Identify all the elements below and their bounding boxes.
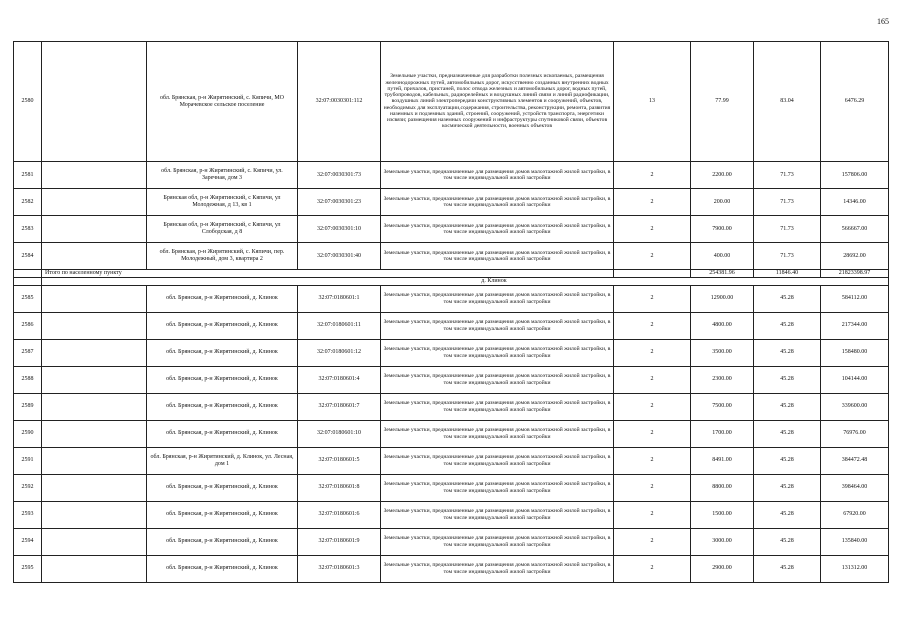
land-use-purpose-cell: Земельные участки, предназначенные для размещения домов малоэтажной жилой застройки, в том числе индивидуальной жилой застройки xyxy=(381,162,614,189)
area-cell: 7900.00 xyxy=(691,216,754,243)
cadastral-number-cell: 32:07:0180601:11 xyxy=(298,312,381,339)
area-cell: 200.00 xyxy=(691,189,754,216)
use-group-cell: 2 xyxy=(614,339,691,366)
specific-value-cell: 45.28 xyxy=(754,501,821,528)
area-cell: 2200.00 xyxy=(691,162,754,189)
address-cell: обл. Брянская, р-н Жирятинский, д. Клинок xyxy=(147,474,298,501)
blank-cell xyxy=(42,420,147,447)
specific-value-cell: 45.28 xyxy=(754,393,821,420)
blank-cell xyxy=(42,393,147,420)
cadastral-value-table xyxy=(13,41,889,583)
land-use-purpose-cell: Земельные участки, предназначенные для размещения домов малоэтажной жилой застройки, в том числе индивидуальной жилой застройки xyxy=(381,555,614,582)
use-group-cell: 2 xyxy=(614,555,691,582)
table-row xyxy=(14,216,889,243)
cadastral-value-cell: 566667.00 xyxy=(821,216,889,243)
blank-cell xyxy=(42,285,147,312)
cadastral-value-cell: 14346.00 xyxy=(821,189,889,216)
specific-value-cell: 45.28 xyxy=(754,555,821,582)
area-cell: 77.99 xyxy=(691,42,754,162)
cadastral-number-cell: 32:07:0030301:10 xyxy=(298,216,381,243)
blank-cell xyxy=(42,447,147,474)
area-cell: 4800.00 xyxy=(691,312,754,339)
specific-value-cell: 45.28 xyxy=(754,285,821,312)
row-number: 2589 xyxy=(14,393,42,420)
table-row xyxy=(14,189,889,216)
area-cell: 3000.00 xyxy=(691,528,754,555)
land-use-purpose-cell: Земельные участки, предназначенные для размещения домов малоэтажной жилой застройки, в том числе индивидуальной жилой застройки xyxy=(381,528,614,555)
cadastral-value-cell: 28692.00 xyxy=(821,243,889,270)
page-number: 165 xyxy=(877,17,889,26)
address-cell: обл. Брянская, р-н Жирятинский, д. Клинок xyxy=(147,339,298,366)
cadastral-number-cell: 32:07:0180601:6 xyxy=(298,501,381,528)
row-number: 2594 xyxy=(14,528,42,555)
address-cell: обл. Брянская, р-н Жирятинский, с. Кяпичи, МО Морачевское сельское поселение xyxy=(147,42,298,162)
land-use-purpose-cell: Земельные участки, предназначенные для размещения домов малоэтажной жилой застройки, в том числе индивидуальной жилой застройки xyxy=(381,501,614,528)
address-cell: обл. Брянская, р-н Жирятинский, с. Кяпичи, ул. Заречная, дом 3 xyxy=(147,162,298,189)
table-row xyxy=(14,42,889,162)
address-cell: обл. Брянская, р-н Жирятинский, д. Клинок xyxy=(147,285,298,312)
address-cell: обл. Брянская, р-н Жирятинский, д. Клинок, ул. Лесная, дом 1 xyxy=(147,447,298,474)
cadastral-value-cell: 158480.00 xyxy=(821,339,889,366)
use-group-cell: 2 xyxy=(614,312,691,339)
table-body-top xyxy=(14,42,889,270)
blank-cell xyxy=(42,339,147,366)
specific-value-cell: 45.28 xyxy=(754,528,821,555)
area-cell: 1500.00 xyxy=(691,501,754,528)
use-group-cell: 2 xyxy=(614,447,691,474)
use-group-cell: 2 xyxy=(614,528,691,555)
land-use-purpose-cell: Земельные участки, предназначенные для размещения домов малоэтажной жилой застройки, в том числе индивидуальной жилой застройки xyxy=(381,285,614,312)
address-cell: Брянская обл, р-н Жирятинский, с Кяпичи, ул Молодежная, д 13, кв 1 xyxy=(147,189,298,216)
use-group-cell: 2 xyxy=(614,189,691,216)
area-cell: 400.00 xyxy=(691,243,754,270)
table-row xyxy=(14,339,889,366)
land-use-purpose-cell: Земельные участки, предназначенные для размещения домов малоэтажной жилой застройки, в том числе индивидуальной жилой застройки xyxy=(381,366,614,393)
specific-value-cell: 71.73 xyxy=(754,189,821,216)
land-use-purpose-cell: Земельные участки, предназначенные для размещения домов малоэтажной жилой застройки, в том числе индивидуальной жилой застройки xyxy=(381,339,614,366)
table-row xyxy=(14,393,889,420)
table-row xyxy=(14,528,889,555)
blank-cell xyxy=(42,501,147,528)
subtotal-row xyxy=(14,270,889,278)
row-number: 2595 xyxy=(14,555,42,582)
table-row xyxy=(14,555,889,582)
specific-value-cell: 45.28 xyxy=(754,312,821,339)
row-number: 2582 xyxy=(14,189,42,216)
land-use-purpose-cell: Земельные участки, предназначенные для размещения домов малоэтажной жилой застройки, в том числе индивидуальной жилой застройки xyxy=(381,216,614,243)
specific-value-cell: 45.28 xyxy=(754,366,821,393)
use-group-cell: 2 xyxy=(614,243,691,270)
specific-value-cell: 71.73 xyxy=(754,162,821,189)
use-group-cell: 2 xyxy=(614,501,691,528)
use-group-cell: 2 xyxy=(614,366,691,393)
address-cell: обл. Брянская, р-н Жирятинский, д. Клинок xyxy=(147,528,298,555)
settlement-row xyxy=(14,278,889,286)
blank-cell xyxy=(42,216,147,243)
land-use-purpose-cell: Земельные участки, предназначенные для размещения домов малоэтажной жилой застройки, в том числе индивидуальной жилой застройки xyxy=(381,312,614,339)
cadastral-value-cell: 76976.00 xyxy=(821,420,889,447)
area-cell: 8800.00 xyxy=(691,474,754,501)
cadastral-number-cell: 32:07:0180601:9 xyxy=(298,528,381,555)
row-number: 2592 xyxy=(14,474,42,501)
row-number: 2584 xyxy=(14,243,42,270)
cadastral-value-cell: 6476.29 xyxy=(821,42,889,162)
land-use-purpose-cell: Земельные участки, предназначенные для размещения домов малоэтажной жилой застройки, в том числе индивидуальной жилой застройки xyxy=(381,447,614,474)
blank-cell xyxy=(42,42,147,162)
use-group-cell: 2 xyxy=(614,474,691,501)
table-body-bottom xyxy=(14,285,889,582)
address-cell: обл. Брянская, р-н Жирятинский, с. Кяпичи, пер. Молодежный, дом 3, квартира 2 xyxy=(147,243,298,270)
cadastral-value-cell: 157806.00 xyxy=(821,162,889,189)
cadastral-number-cell: 32:07:0180601:3 xyxy=(298,555,381,582)
cadastral-number-cell: 32:07:0030301:112 xyxy=(298,42,381,162)
use-group-cell: 2 xyxy=(614,420,691,447)
cadastral-number-cell: 32:07:0180601:5 xyxy=(298,447,381,474)
cadastral-value-cell: 384472.48 xyxy=(821,447,889,474)
use-group-cell: 13 xyxy=(614,42,691,162)
cadastral-number-cell: 32:07:0180601:12 xyxy=(298,339,381,366)
cadastral-number-cell: 32:07:0180601:8 xyxy=(298,474,381,501)
cadastral-value-cell: 217344.00 xyxy=(821,312,889,339)
table-row xyxy=(14,366,889,393)
address-cell: обл. Брянская, р-н Жирятинский, д. Клинок xyxy=(147,555,298,582)
cadastral-value-cell: 135840.00 xyxy=(821,528,889,555)
subtotal-value: 21823398.97 xyxy=(821,270,889,278)
blank-cell xyxy=(42,312,147,339)
table-row xyxy=(14,501,889,528)
row-number: 2581 xyxy=(14,162,42,189)
blank-cell xyxy=(42,243,147,270)
cadastral-value-cell: 104144.00 xyxy=(821,366,889,393)
land-use-purpose-cell: Земельные участки, предназначенные для размещения домов малоэтажной жилой застройки, в том числе индивидуальной жилой застройки xyxy=(381,189,614,216)
land-use-purpose-cell: Земельные участки, предназначенные для размещения домов малоэтажной жилой застройки, в том числе индивидуальной жилой застройки xyxy=(381,474,614,501)
row-number: 2591 xyxy=(14,447,42,474)
specific-value-cell: 45.28 xyxy=(754,339,821,366)
cadastral-value-cell: 131312.00 xyxy=(821,555,889,582)
subtotal-label: Итого по населенному пункту xyxy=(42,270,614,278)
area-cell: 12900.00 xyxy=(691,285,754,312)
cadastral-number-cell: 32:07:0030301:73 xyxy=(298,162,381,189)
specific-value-cell: 45.28 xyxy=(754,474,821,501)
area-cell: 2900.00 xyxy=(691,555,754,582)
cadastral-number-cell: 32:07:0180601:10 xyxy=(298,420,381,447)
cadastral-number-cell: 32:07:0030301:40 xyxy=(298,243,381,270)
table-row xyxy=(14,312,889,339)
blank-cell xyxy=(42,528,147,555)
land-use-purpose-cell: Земельные участки, предназначенные для размещения домов малоэтажной жилой застройки, в том числе индивидуальной жилой застройки xyxy=(381,243,614,270)
table-row xyxy=(14,447,889,474)
blank-cell xyxy=(42,474,147,501)
cadastral-value-cell: 584112.00 xyxy=(821,285,889,312)
use-group-cell: 2 xyxy=(614,285,691,312)
area-cell: 8491.00 xyxy=(691,447,754,474)
area-cell: 7500.00 xyxy=(691,393,754,420)
table-row xyxy=(14,243,889,270)
table-row xyxy=(14,162,889,189)
area-cell: 2300.00 xyxy=(691,366,754,393)
land-use-purpose-cell: Земельные участки, предназначенные для размещения домов малоэтажной жилой застройки, в том числе индивидуальной жилой застройки xyxy=(381,393,614,420)
use-group-cell: 2 xyxy=(614,216,691,243)
address-cell: обл. Брянская, р-н Жирятинский, д. Клинок xyxy=(147,420,298,447)
area-cell: 1700.00 xyxy=(691,420,754,447)
specific-value-cell: 71.73 xyxy=(754,243,821,270)
row-number: 2593 xyxy=(14,501,42,528)
land-use-purpose-cell: Земельные участки, предназначенные для разработки полезных ископаемых, размещения железнодорожных путей, автомобильных дорог, искусственно созданных внутренних водных путей, причалов, пристаней, полос отвода железных и автомобильных дорог, водных путей, трубопроводов, кабельных, радиорелейных и воздушных линий связи и линий радиофикации, воздушных линий электропередачи конструктивных элементов и сооружений, объектов, необходимых для эксплуатации,содержания, строительства, реконструкции, ремонта, развития наземных и подземных зданий, строений, сооружений, устройств транспорта, энергетики изсвязи; размещения наземных сооружений и инфраструктуры спутниковой связи, объектов космической деятельности, военных объектов xyxy=(381,42,614,162)
row-number: 2586 xyxy=(14,312,42,339)
row-number: 2585 xyxy=(14,285,42,312)
use-group-cell: 2 xyxy=(614,162,691,189)
row-number: 2588 xyxy=(14,366,42,393)
table-row xyxy=(14,285,889,312)
blank-cell xyxy=(42,162,147,189)
address-cell: обл. Брянская, р-н Жирятинский, д. Клинок xyxy=(147,312,298,339)
cadastral-value-cell: 339600.00 xyxy=(821,393,889,420)
row-number: 2587 xyxy=(14,339,42,366)
blank-cell xyxy=(42,189,147,216)
area-cell: 3500.00 xyxy=(691,339,754,366)
specific-value-cell: 83.04 xyxy=(754,42,821,162)
address-cell: Брянская обл, р-н Жирятинский, с Кяпичи, ул Слободская, д 8 xyxy=(147,216,298,243)
subtotal-price: 11846.40 xyxy=(754,270,821,278)
table-row xyxy=(14,420,889,447)
row-number: 2583 xyxy=(14,216,42,243)
row-number: 2580 xyxy=(14,42,42,162)
specific-value-cell: 45.28 xyxy=(754,447,821,474)
settlement-name: д. Клинок xyxy=(42,278,889,286)
address-cell: обл. Брянская, р-н Жирятинский, д. Клинок xyxy=(147,366,298,393)
address-cell: обл. Брянская, р-н Жирятинский, д. Клинок xyxy=(147,501,298,528)
specific-value-cell: 45.28 xyxy=(754,420,821,447)
subtotal-area: 254381.96 xyxy=(691,270,754,278)
address-cell: обл. Брянская, р-н Жирятинский, д. Клинок xyxy=(147,393,298,420)
land-use-purpose-cell: Земельные участки, предназначенные для размещения домов малоэтажной жилой застройки, в том числе индивидуальной жилой застройки xyxy=(381,420,614,447)
cadastral-value-cell: 398464.00 xyxy=(821,474,889,501)
row-number: 2590 xyxy=(14,420,42,447)
cadastral-number-cell: 32:07:0180601:1 xyxy=(298,285,381,312)
table-subtotal xyxy=(14,270,889,286)
table-row xyxy=(14,474,889,501)
cadastral-number-cell: 32:07:0180601:7 xyxy=(298,393,381,420)
cadastral-number-cell: 32:07:0030301:23 xyxy=(298,189,381,216)
blank-cell xyxy=(42,555,147,582)
use-group-cell: 2 xyxy=(614,393,691,420)
specific-value-cell: 71.73 xyxy=(754,216,821,243)
cadastral-number-cell: 32:07:0180601:4 xyxy=(298,366,381,393)
cadastral-value-cell: 67920.00 xyxy=(821,501,889,528)
blank-cell xyxy=(42,366,147,393)
